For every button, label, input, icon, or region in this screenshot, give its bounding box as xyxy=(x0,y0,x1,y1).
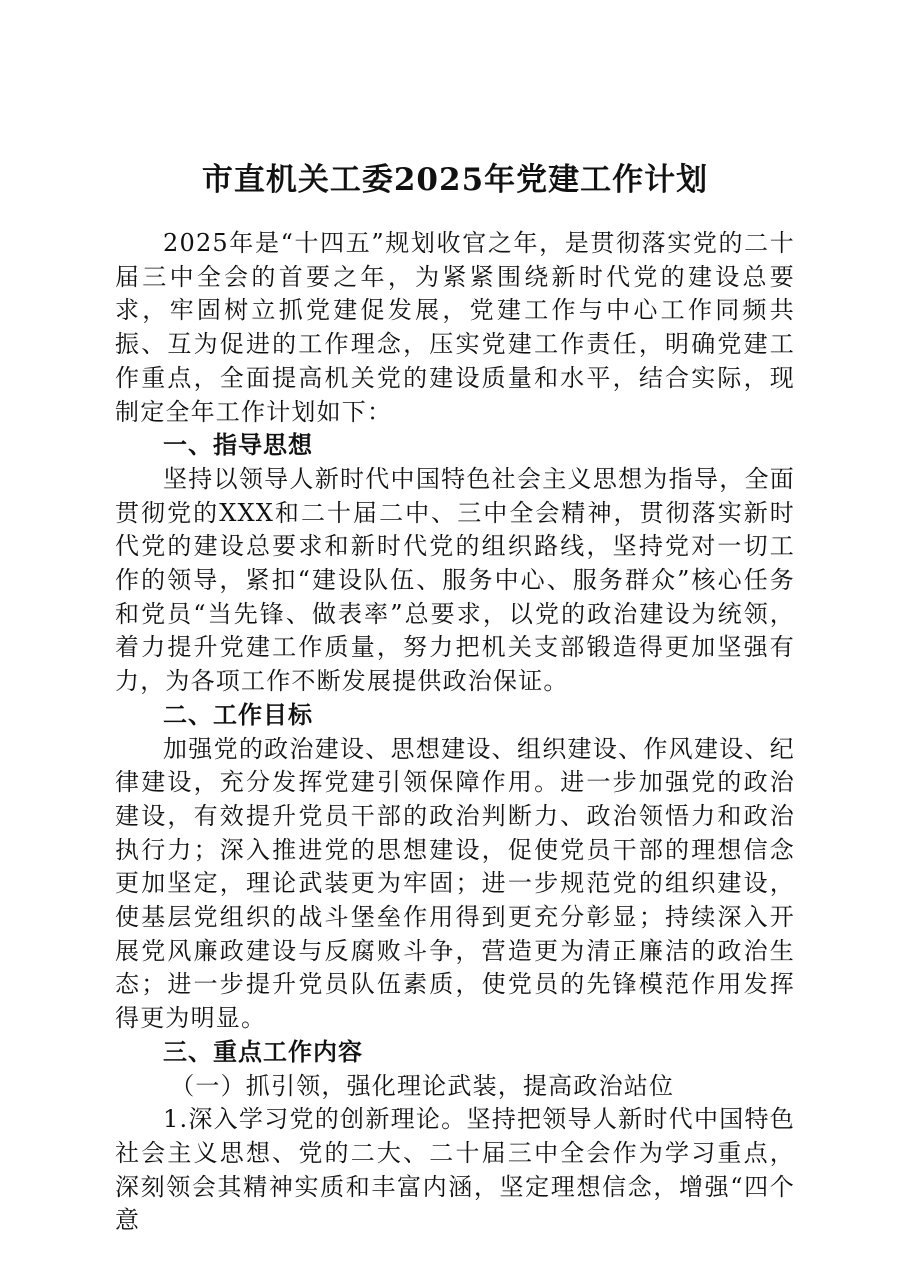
document-body xyxy=(115,142,795,1238)
section-heading-key-work: 三、重点工作内容 xyxy=(163,1037,363,1066)
section-body-work-goals: 加强党的政治建设、思想建设、组织建设、作风建设、纪律建设，充分发挥党建引领保障作用。进一步加强党的政治建设，有效提升党员干部的政治判断力、政治领悟力和政治执行力；深入推进党的思想建设，促使党员干部的理想信念更加坚定，理论武装更为牢固；进一步规范党的组织建设，使基层党组织的战斗堡垒作用得到更充分彰显；持续深入开展党风廉政建设与反腐败斗争，营造更为清正廉洁的政治生态；进一步提升党员队伍素质，使党员的先锋模范作用发挥得更为明显。 xyxy=(115,734,795,1033)
section-body-key-work: 1.深入学习党的创新理论。坚持把领导人新时代中国特色社会主义思想、党的二大、二十届三中全会作为学习重点，深刻领会其精神实质和丰富内涵，坚定理想信念，增强“四个意 xyxy=(115,1105,795,1235)
subsection-heading-guidance: （一）抓引领，强化理论武装，提高政治站位 xyxy=(170,1071,675,1100)
section-body-guiding-ideology: 坚持以领导人新时代中国特色社会主义思想为指导，全面贯彻党的XXX和二十届二中、三中全会精神，贯彻落实新时代党的建设总要求和新时代党的组织路线，坚持党对一切工作的领导，紧扣“建设队伍、服务中心、服务群众”核心任务和党员“当先锋、做表率”总要求，以党的政治建设为统领，着力提升党建工作质量，努力把机关支部锻造得更加坚强有力，为各项工作不断发展提供政治保证。 xyxy=(115,464,795,696)
section-heading-guiding-ideology: 一、指导思想 xyxy=(163,431,313,460)
section-heading-work-goals: 二、工作目标 xyxy=(163,700,313,729)
intro-paragraph: 2025年是“十四五”规划收官之年，是贯彻落实党的二十届三中全会的首要之年，为紧紧围绕新时代党的建设总要求，牢固树立抓党建促发展，党建工作与中心工作同频共振、互为促进的工作理念，压实党建工作责任，明确党建工作重点，全面提高机关党的建设质量和水平，结合实际，现制定全年工作计划如下： xyxy=(115,229,795,426)
document-title: 市直机关工委2025年党建工作计划 xyxy=(201,162,709,198)
